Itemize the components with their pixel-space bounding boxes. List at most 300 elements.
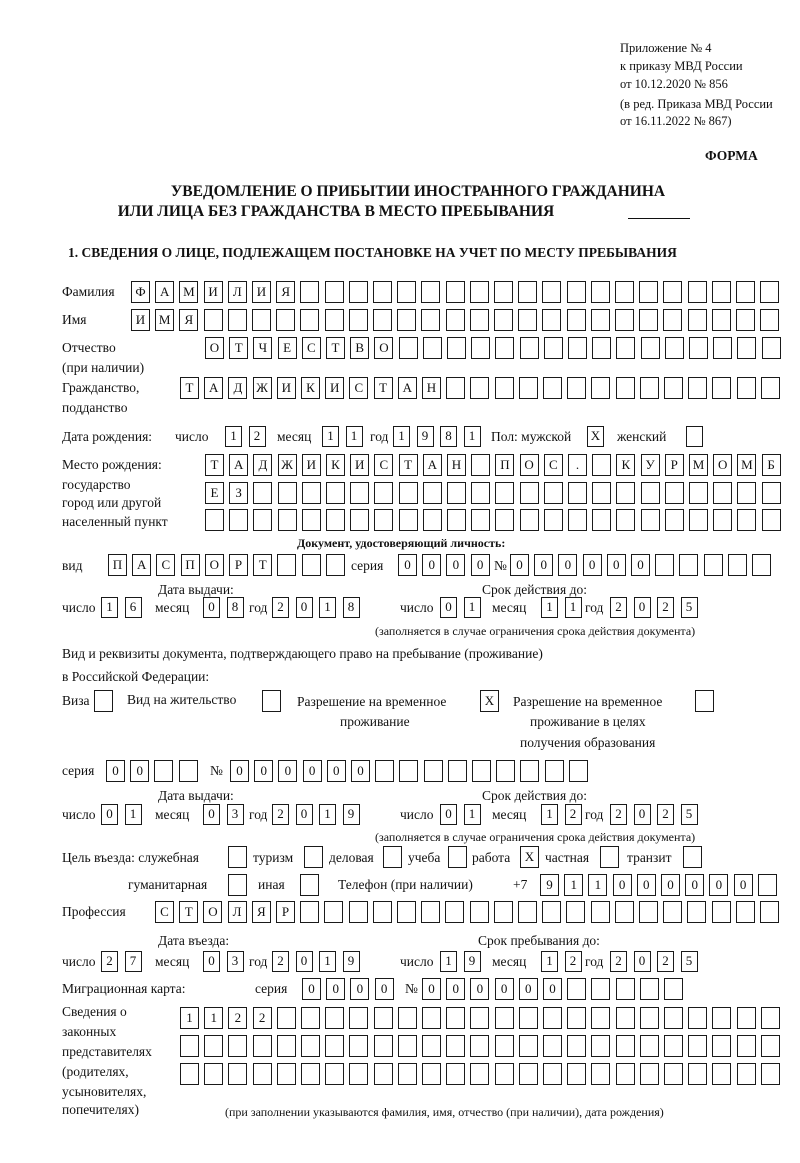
char-box[interactable]: Л: [228, 901, 247, 923]
char-box[interactable]: [713, 482, 732, 504]
char-box[interactable]: 5: [681, 951, 698, 972]
char-box[interactable]: [641, 337, 660, 359]
char-box[interactable]: [760, 901, 779, 923]
checkbox[interactable]: [686, 426, 703, 447]
char-box[interactable]: М: [155, 309, 174, 331]
char-box[interactable]: 8: [440, 426, 457, 447]
char-box[interactable]: [520, 337, 539, 359]
char-box[interactable]: 8: [343, 597, 360, 618]
char-box[interactable]: [399, 482, 418, 504]
char-box[interactable]: 1: [346, 426, 363, 447]
char-box[interactable]: [228, 309, 247, 331]
char-box[interactable]: [520, 760, 539, 782]
char-box[interactable]: [349, 309, 368, 331]
char-box[interactable]: О: [374, 337, 393, 359]
char-box[interactable]: [712, 1063, 731, 1085]
char-box[interactable]: [472, 760, 491, 782]
char-box[interactable]: П: [181, 554, 200, 576]
char-box[interactable]: [350, 509, 369, 531]
char-box[interactable]: 0: [303, 760, 322, 782]
char-box[interactable]: [616, 482, 635, 504]
char-box[interactable]: [640, 1035, 659, 1057]
char-box[interactable]: [446, 1007, 465, 1029]
char-box[interactable]: [544, 337, 563, 359]
char-box[interactable]: 0: [203, 804, 220, 825]
char-box[interactable]: Д: [228, 377, 247, 399]
char-box[interactable]: [470, 309, 489, 331]
checkbox[interactable]: [300, 874, 319, 896]
char-box[interactable]: [567, 1063, 586, 1085]
char-box[interactable]: [641, 509, 660, 531]
char-box[interactable]: [447, 509, 466, 531]
char-box[interactable]: [639, 309, 658, 331]
char-box[interactable]: [616, 377, 635, 399]
char-box[interactable]: 0: [495, 978, 514, 1000]
char-box[interactable]: [663, 309, 682, 331]
char-box[interactable]: О: [205, 554, 224, 576]
char-box[interactable]: 1: [464, 804, 481, 825]
char-box[interactable]: 0: [296, 951, 313, 972]
char-box[interactable]: [471, 509, 490, 531]
char-box[interactable]: 0: [661, 874, 680, 896]
char-box[interactable]: [278, 509, 297, 531]
char-box[interactable]: [639, 281, 658, 303]
char-box[interactable]: [591, 309, 610, 331]
char-box[interactable]: [179, 760, 198, 782]
char-box[interactable]: [664, 1063, 683, 1085]
char-box[interactable]: 0: [709, 874, 728, 896]
char-box[interactable]: [566, 901, 585, 923]
char-box[interactable]: 1: [440, 951, 457, 972]
char-box[interactable]: [422, 1035, 441, 1057]
char-box[interactable]: [422, 1063, 441, 1085]
char-box[interactable]: [761, 377, 780, 399]
char-box[interactable]: [445, 901, 464, 923]
char-box[interactable]: [543, 1063, 562, 1085]
char-box[interactable]: [760, 309, 779, 331]
checkbox[interactable]: [448, 846, 467, 868]
char-box[interactable]: [494, 901, 513, 923]
char-box[interactable]: [205, 509, 224, 531]
char-box[interactable]: [752, 554, 771, 576]
char-box[interactable]: 0: [558, 554, 577, 576]
char-box[interactable]: [728, 554, 747, 576]
char-box[interactable]: 1: [125, 804, 142, 825]
char-box[interactable]: [591, 281, 610, 303]
char-box[interactable]: 0: [203, 597, 220, 618]
char-box[interactable]: 0: [130, 760, 149, 782]
char-box[interactable]: Т: [229, 337, 248, 359]
char-box[interactable]: 0: [446, 978, 465, 1000]
char-box[interactable]: 1: [541, 951, 558, 972]
char-box[interactable]: 9: [343, 804, 360, 825]
char-box[interactable]: [446, 1035, 465, 1057]
char-box[interactable]: 9: [464, 951, 481, 972]
char-box[interactable]: [374, 1063, 393, 1085]
char-box[interactable]: [569, 760, 588, 782]
char-box[interactable]: У: [641, 454, 660, 476]
char-box[interactable]: [447, 337, 466, 359]
char-box[interactable]: [471, 454, 490, 476]
char-box[interactable]: 2: [228, 1007, 247, 1029]
char-box[interactable]: [761, 1035, 780, 1057]
char-box[interactable]: [302, 509, 321, 531]
char-box[interactable]: [567, 281, 586, 303]
char-box[interactable]: [470, 281, 489, 303]
char-box[interactable]: [423, 509, 442, 531]
char-box[interactable]: 0: [613, 874, 632, 896]
char-box[interactable]: Т: [205, 454, 224, 476]
char-box[interactable]: [495, 509, 514, 531]
char-box[interactable]: 0: [296, 597, 313, 618]
char-box[interactable]: [737, 1035, 756, 1057]
char-box[interactable]: [761, 1007, 780, 1029]
char-box[interactable]: 2: [657, 951, 674, 972]
char-box[interactable]: [567, 377, 586, 399]
char-box[interactable]: Ж: [278, 454, 297, 476]
char-box[interactable]: 0: [296, 804, 313, 825]
char-box[interactable]: А: [398, 377, 417, 399]
char-box[interactable]: .: [568, 454, 587, 476]
char-box[interactable]: 0: [326, 978, 345, 1000]
char-box[interactable]: [665, 509, 684, 531]
char-box[interactable]: [399, 760, 418, 782]
checkbox[interactable]: X: [480, 690, 499, 712]
char-box[interactable]: [663, 901, 682, 923]
char-box[interactable]: [518, 281, 537, 303]
char-box[interactable]: О: [205, 337, 224, 359]
char-box[interactable]: [373, 309, 392, 331]
char-box[interactable]: [470, 901, 489, 923]
char-box[interactable]: [592, 482, 611, 504]
char-box[interactable]: 0: [685, 874, 704, 896]
char-box[interactable]: 9: [343, 951, 360, 972]
char-box[interactable]: [422, 1007, 441, 1029]
char-box[interactable]: Т: [179, 901, 198, 923]
char-box[interactable]: Л: [228, 281, 247, 303]
char-box[interactable]: [736, 901, 755, 923]
checkbox[interactable]: [94, 690, 113, 712]
char-box[interactable]: [228, 1035, 247, 1057]
char-box[interactable]: И: [350, 454, 369, 476]
char-box[interactable]: [640, 1063, 659, 1085]
char-box[interactable]: Б: [762, 454, 781, 476]
char-box[interactable]: Е: [278, 337, 297, 359]
char-box[interactable]: 0: [440, 597, 457, 618]
char-box[interactable]: [616, 1035, 635, 1057]
char-box[interactable]: [664, 377, 683, 399]
char-box[interactable]: [688, 377, 707, 399]
char-box[interactable]: [180, 1035, 199, 1057]
char-box[interactable]: [616, 509, 635, 531]
char-box[interactable]: [568, 509, 587, 531]
char-box[interactable]: [762, 482, 781, 504]
char-box[interactable]: [542, 309, 561, 331]
char-box[interactable]: [592, 337, 611, 359]
char-box[interactable]: 5: [681, 804, 698, 825]
char-box[interactable]: [665, 337, 684, 359]
char-box[interactable]: [277, 1035, 296, 1057]
char-box[interactable]: [278, 482, 297, 504]
char-box[interactable]: [712, 281, 731, 303]
char-box[interactable]: А: [132, 554, 151, 576]
char-box[interactable]: 0: [203, 951, 220, 972]
char-box[interactable]: А: [155, 281, 174, 303]
char-box[interactable]: [204, 309, 223, 331]
char-box[interactable]: [277, 1007, 296, 1029]
char-box[interactable]: 0: [534, 554, 553, 576]
char-box[interactable]: Ф: [131, 281, 150, 303]
char-box[interactable]: 0: [471, 554, 490, 576]
char-box[interactable]: [349, 901, 368, 923]
char-box[interactable]: [591, 377, 610, 399]
char-box[interactable]: М: [689, 454, 708, 476]
char-box[interactable]: 3: [227, 804, 244, 825]
char-box[interactable]: [758, 874, 777, 896]
char-box[interactable]: [542, 901, 561, 923]
char-box[interactable]: [446, 309, 465, 331]
char-box[interactable]: [712, 901, 731, 923]
char-box[interactable]: [496, 760, 515, 782]
char-box[interactable]: [567, 309, 586, 331]
checkbox[interactable]: [383, 846, 402, 868]
char-box[interactable]: 1: [180, 1007, 199, 1029]
char-box[interactable]: П: [108, 554, 127, 576]
char-box[interactable]: [446, 281, 465, 303]
char-box[interactable]: [375, 760, 394, 782]
char-box[interactable]: К: [326, 454, 345, 476]
char-box[interactable]: [519, 1063, 538, 1085]
char-box[interactable]: 0: [631, 554, 650, 576]
char-box[interactable]: А: [229, 454, 248, 476]
char-box[interactable]: [326, 509, 345, 531]
char-box[interactable]: [736, 281, 755, 303]
char-box[interactable]: Р: [229, 554, 248, 576]
char-box[interactable]: 0: [375, 978, 394, 1000]
char-box[interactable]: [180, 1063, 199, 1085]
char-box[interactable]: И: [252, 281, 271, 303]
char-box[interactable]: 0: [398, 554, 417, 576]
char-box[interactable]: Е: [205, 482, 224, 504]
char-box[interactable]: [712, 1007, 731, 1029]
char-box[interactable]: Н: [422, 377, 441, 399]
checkbox[interactable]: [304, 846, 323, 868]
char-box[interactable]: [737, 1063, 756, 1085]
char-box[interactable]: 2: [272, 951, 289, 972]
char-box[interactable]: 2: [272, 804, 289, 825]
char-box[interactable]: И: [204, 281, 223, 303]
char-box[interactable]: [399, 509, 418, 531]
char-box[interactable]: [664, 1035, 683, 1057]
checkbox[interactable]: [228, 846, 247, 868]
char-box[interactable]: 0: [106, 760, 125, 782]
checkbox[interactable]: [695, 690, 714, 712]
char-box[interactable]: [301, 1035, 320, 1057]
char-box[interactable]: [518, 309, 537, 331]
char-box[interactable]: [448, 760, 467, 782]
char-box[interactable]: [349, 1007, 368, 1029]
char-box[interactable]: [664, 978, 683, 1000]
char-box[interactable]: [421, 901, 440, 923]
char-box[interactable]: С: [374, 454, 393, 476]
char-box[interactable]: 9: [417, 426, 434, 447]
char-box[interactable]: [689, 509, 708, 531]
char-box[interactable]: [712, 1035, 731, 1057]
char-box[interactable]: С: [544, 454, 563, 476]
char-box[interactable]: [688, 1007, 707, 1029]
char-box[interactable]: [253, 1035, 272, 1057]
char-box[interactable]: [495, 1007, 514, 1029]
char-box[interactable]: [687, 901, 706, 923]
char-box[interactable]: 2: [657, 597, 674, 618]
char-box[interactable]: Я: [252, 901, 271, 923]
checkbox[interactable]: X: [587, 426, 604, 447]
char-box[interactable]: [616, 1063, 635, 1085]
checkbox[interactable]: [683, 846, 702, 868]
char-box[interactable]: Р: [276, 901, 295, 923]
char-box[interactable]: [679, 554, 698, 576]
char-box[interactable]: [737, 1007, 756, 1029]
char-box[interactable]: 1: [541, 597, 558, 618]
char-box[interactable]: [760, 281, 779, 303]
char-box[interactable]: [253, 1063, 272, 1085]
char-box[interactable]: [640, 377, 659, 399]
char-box[interactable]: [470, 1063, 489, 1085]
char-box[interactable]: Т: [253, 554, 272, 576]
char-box[interactable]: [302, 482, 321, 504]
char-box[interactable]: 0: [519, 978, 538, 1000]
checkbox[interactable]: [228, 874, 247, 896]
char-box[interactable]: Т: [180, 377, 199, 399]
char-box[interactable]: [712, 309, 731, 331]
char-box[interactable]: 0: [101, 804, 118, 825]
char-box[interactable]: 0: [302, 978, 321, 1000]
char-box[interactable]: [326, 554, 345, 576]
char-box[interactable]: [398, 1007, 417, 1029]
char-box[interactable]: [713, 509, 732, 531]
char-box[interactable]: [616, 1007, 635, 1029]
char-box[interactable]: 0: [734, 874, 753, 896]
char-box[interactable]: [688, 309, 707, 331]
char-box[interactable]: [325, 309, 344, 331]
char-box[interactable]: [542, 281, 561, 303]
char-box[interactable]: [398, 1063, 417, 1085]
char-box[interactable]: М: [179, 281, 198, 303]
char-box[interactable]: [300, 281, 319, 303]
char-box[interactable]: 0: [446, 554, 465, 576]
char-box[interactable]: Я: [276, 281, 295, 303]
char-box[interactable]: [302, 554, 321, 576]
char-box[interactable]: [324, 901, 343, 923]
char-box[interactable]: 0: [470, 978, 489, 1000]
char-box[interactable]: П: [495, 454, 514, 476]
char-box[interactable]: 5: [681, 597, 698, 618]
char-box[interactable]: [154, 760, 173, 782]
char-box[interactable]: 0: [350, 978, 369, 1000]
char-box[interactable]: [591, 978, 610, 1000]
char-box[interactable]: [737, 377, 756, 399]
char-box[interactable]: [761, 1063, 780, 1085]
char-box[interactable]: [494, 281, 513, 303]
char-box[interactable]: [470, 1035, 489, 1057]
char-box[interactable]: 1: [541, 804, 558, 825]
char-box[interactable]: [301, 1007, 320, 1029]
char-box[interactable]: [470, 377, 489, 399]
char-box[interactable]: И: [131, 309, 150, 331]
char-box[interactable]: [615, 901, 634, 923]
char-box[interactable]: [544, 482, 563, 504]
char-box[interactable]: [737, 337, 756, 359]
char-box[interactable]: 1: [565, 597, 582, 618]
char-box[interactable]: С: [155, 901, 174, 923]
char-box[interactable]: [545, 760, 564, 782]
char-box[interactable]: [591, 1007, 610, 1029]
char-box[interactable]: [688, 281, 707, 303]
char-box[interactable]: 2: [610, 951, 627, 972]
char-box[interactable]: [397, 281, 416, 303]
char-box[interactable]: 0: [440, 804, 457, 825]
char-box[interactable]: [374, 1007, 393, 1029]
char-box[interactable]: 1: [464, 597, 481, 618]
char-box[interactable]: С: [349, 377, 368, 399]
char-box[interactable]: [277, 554, 296, 576]
char-box[interactable]: [736, 309, 755, 331]
char-box[interactable]: И: [277, 377, 296, 399]
char-box[interactable]: [495, 1035, 514, 1057]
char-box[interactable]: 2: [249, 426, 266, 447]
char-box[interactable]: О: [203, 901, 222, 923]
char-box[interactable]: [495, 337, 514, 359]
char-box[interactable]: [300, 901, 319, 923]
char-box[interactable]: [374, 1035, 393, 1057]
char-box[interactable]: [204, 1063, 223, 1085]
char-box[interactable]: 0: [583, 554, 602, 576]
char-box[interactable]: [397, 901, 416, 923]
char-box[interactable]: [447, 482, 466, 504]
char-box[interactable]: [616, 337, 635, 359]
char-box[interactable]: 0: [351, 760, 370, 782]
char-box[interactable]: [519, 1035, 538, 1057]
char-box[interactable]: [688, 1063, 707, 1085]
char-box[interactable]: [276, 309, 295, 331]
char-box[interactable]: [423, 337, 442, 359]
char-box[interactable]: 1: [319, 951, 336, 972]
char-box[interactable]: 0: [278, 760, 297, 782]
char-box[interactable]: 0: [254, 760, 273, 782]
char-box[interactable]: 1: [393, 426, 410, 447]
char-box[interactable]: [325, 1035, 344, 1057]
char-box[interactable]: Т: [399, 454, 418, 476]
char-box[interactable]: [398, 1035, 417, 1057]
char-box[interactable]: А: [423, 454, 442, 476]
char-box[interactable]: 2: [610, 597, 627, 618]
char-box[interactable]: 2: [565, 951, 582, 972]
char-box[interactable]: [519, 377, 538, 399]
char-box[interactable]: [655, 554, 674, 576]
char-box[interactable]: Н: [447, 454, 466, 476]
char-box[interactable]: 1: [322, 426, 339, 447]
char-box[interactable]: [470, 1007, 489, 1029]
char-box[interactable]: 3: [227, 951, 244, 972]
char-box[interactable]: [374, 509, 393, 531]
char-box[interactable]: [567, 1007, 586, 1029]
char-box[interactable]: [664, 1007, 683, 1029]
char-box[interactable]: [399, 337, 418, 359]
char-box[interactable]: 1: [319, 597, 336, 618]
char-box[interactable]: [300, 309, 319, 331]
char-box[interactable]: 1: [319, 804, 336, 825]
char-box[interactable]: [519, 1007, 538, 1029]
